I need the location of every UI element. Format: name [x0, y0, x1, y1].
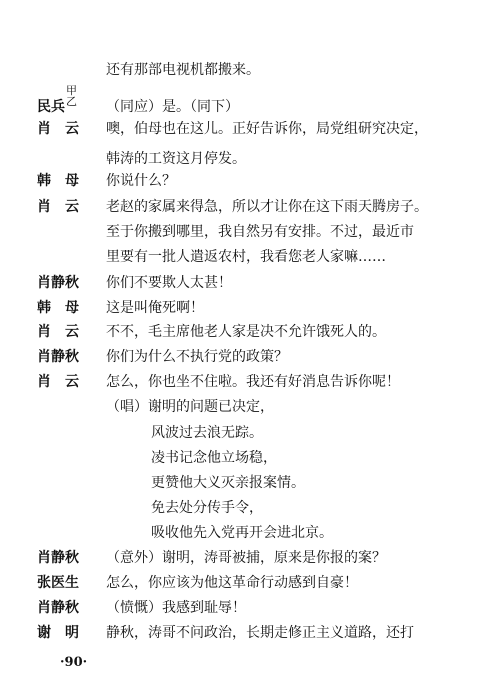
song-line: 凌书记念他立场稳， [151, 450, 277, 466]
speaker-label: 民兵 [37, 99, 65, 115]
speaker-label: 肖静秋 [37, 550, 79, 566]
dialogue-line: （同应）是。（同下） [106, 99, 239, 115]
dialogue-line: 你们不要欺人太甚！ [106, 275, 232, 291]
speaker-label: 肖静秋 [37, 600, 79, 616]
dialogue-line: 怎么，你也坐不住啦。我还有好消息告诉你呢！ [106, 374, 400, 390]
dialogue-line: 这是叫俺死啊！ [106, 300, 204, 316]
speaker-label: 肖 云 [37, 324, 79, 340]
dialogue-line: 里要有一批人遣返农村，我看您老人家嘛…… [106, 249, 386, 265]
song-line: 吸收他先入党再开会进北京。 [151, 525, 333, 541]
dialogue-line: 你们为什么不执行党的政策？ [106, 349, 288, 365]
dialogue-line: 老赵的家属来得急，所以才让你在这下雨天腾房子。 [106, 199, 428, 215]
speaker-label: 肖静秋 [37, 349, 79, 365]
dialogue-line: （愤慨）我感到耻辱！ [106, 600, 246, 616]
song-line: （唱）谢明的问题已决定， [106, 399, 274, 415]
song-line: 免去处分传手令， [151, 500, 263, 516]
dialogue-line: 静秋，涛哥不问政治，长期走修正主义道路，还打 [106, 625, 414, 641]
dialogue-line: 不不，毛主席他老人家是决不允许饿死人的。 [106, 324, 386, 340]
speaker-label: 韩 母 [37, 173, 79, 189]
speaker-sub-label: 甲乙 [66, 84, 77, 108]
speaker-label: 肖 云 [37, 199, 79, 215]
dialogue-line: 噢，伯母也在这儿。正好告诉你，局党组研究决定， [106, 121, 428, 137]
page-number: ·90· [60, 655, 88, 670]
dialogue-line: 至于你搬到哪里，我自然另有安排。不过，最近市 [106, 224, 414, 240]
speaker-label: 肖 云 [37, 374, 79, 390]
dialogue-line: 你说什么？ [106, 173, 176, 189]
dialogue-line: 怎么，你应该为他这革命行动感到自豪！ [106, 575, 358, 591]
speaker-label: 韩 母 [37, 300, 79, 316]
speaker-label: 肖 云 [37, 121, 79, 137]
song-line: 更赞他大义灭亲报案情。 [151, 475, 305, 491]
dialogue-line: （意外）谢明，涛哥被捕，原来是你报的案？ [106, 550, 386, 566]
dialogue-line: 还有那部电视机都搬来。 [106, 62, 260, 78]
speaker-label: 肖静秋 [37, 275, 79, 291]
speaker-label: 张医生 [37, 575, 79, 591]
speaker-label: 谢 明 [37, 625, 79, 641]
dialogue-line: 韩涛的工资这月停发。 [106, 151, 246, 167]
song-line: 风波过去浪无踪。 [151, 425, 263, 441]
